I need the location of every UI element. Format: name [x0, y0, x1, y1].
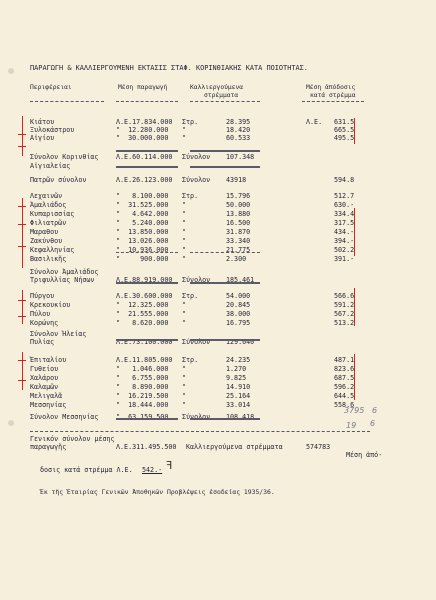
cell-area: 16.795 [226, 319, 251, 327]
cell-region: Μελιγαλᾶ [30, 392, 63, 400]
cell-unit: " [182, 319, 187, 327]
cell-region: Σύνολον Ἠλείας [30, 330, 87, 338]
cell-yield: 558.6 [334, 401, 355, 409]
cell-region: Πύλου [30, 310, 51, 318]
cell-region: Βασιλικῆς [30, 255, 67, 263]
cell-region: Αἰγίου [30, 134, 55, 142]
cell-production: " 4.642.000 [116, 210, 169, 218]
header-area-line2: στρέμματα [204, 92, 239, 99]
cell-area: 9.825 [226, 374, 247, 382]
red-tick [18, 246, 26, 247]
cell-region: Ἐπιταλίου [30, 356, 67, 364]
cell-production: " 6.755.000 [116, 374, 169, 382]
cell-region: Ξυλοκάστρου [30, 126, 75, 134]
red-tick [18, 146, 26, 147]
red-tick [18, 360, 26, 361]
cell-yield: 596.2 [334, 383, 355, 391]
cell-production: " 13.850.000 [116, 228, 169, 236]
cell-production: Λ.Ε.17.834.000 [116, 118, 173, 126]
cell-unit: " [182, 246, 187, 254]
cell-unit: Σύνολον [182, 413, 211, 421]
cell-area: 108.418 [226, 413, 255, 421]
cell-production: " 1.046.000 [116, 365, 169, 373]
cell-unit: " [182, 219, 187, 227]
cell-unit: Σύνολον [182, 338, 211, 346]
cell-region: Αἰγιαλείας [30, 162, 71, 170]
cell-production: " 21.555.000 [116, 310, 169, 318]
red-tick [18, 224, 26, 225]
pencil-note: 6 [370, 419, 376, 428]
red-tick [18, 300, 26, 301]
red-tick [18, 380, 26, 381]
punch-hole [8, 68, 14, 74]
document-title: ΠΑΡΑΓΩΓΗ & ΚΑΛΛΙΕΡΓΟΥΜΕΝΗ ΕΚΤΑΣΙΣ ΣΤΑΦ. ΚΟΡΙΝΘΙΑΚΗΣ ΚΑΤΑ ΠΟΙΟΤΗΤΑΣ. [30, 64, 308, 72]
cell-production: " 10.936.000 [116, 246, 169, 254]
cell-region: Κορώνης [30, 319, 59, 327]
cell-production: " 8.890.000 [116, 383, 169, 391]
cell-unit: " [182, 126, 187, 134]
header-region: Περιφέρειαι [30, 84, 72, 91]
cell-region: Πυλίας [30, 338, 55, 346]
cell-region: Κυπαρισσίας [30, 210, 75, 218]
cell-region: Χαλάρου [30, 374, 59, 382]
red-margin-mark [354, 208, 355, 256]
cell-yield: 512.7 [334, 192, 355, 200]
cell-yield-prefix: Λ.Ε. [306, 118, 323, 126]
subtotal-rule [190, 418, 260, 420]
pencil-note: 6 [372, 406, 378, 415]
cell-yield: 665.5 [334, 126, 355, 134]
cell-unit: " [182, 392, 187, 400]
column-rule [116, 252, 178, 253]
source-note: Ἐκ τῆς Ἑταιρίας Γενικῶν Ἀποθηκῶν Προβλέψεις ἐσοδείας 1935/36. [40, 488, 275, 496]
cell-region: Κεφαλληνίας [30, 246, 75, 254]
cell-area: 14.910 [226, 383, 251, 391]
cell-yield: 334.4 [334, 210, 355, 218]
cell-area: 60.533 [226, 134, 251, 142]
cell-area: 20.845 [226, 301, 251, 309]
cell-yield: 502.2 [334, 246, 355, 254]
cell-production: Λ.Ε.73.100.000 [116, 338, 173, 346]
pencil-note: 19 [346, 421, 357, 430]
cell-unit: Στρ. [182, 356, 199, 364]
cell-region: Ζακύνθου [30, 237, 63, 245]
cell-unit: " [182, 210, 187, 218]
cell-unit: Σύνολον [182, 153, 211, 161]
cell-yield: 487.1 [334, 356, 355, 364]
cell-region: Μεσσηνίας [30, 401, 67, 409]
cell-area: 1.270 [226, 365, 247, 373]
cell-yield: 630.- [334, 201, 355, 209]
cell-production: " 12.280.000 [116, 126, 169, 134]
cell-area: 28.395 [226, 118, 251, 126]
cell-area: 25.164 [226, 392, 251, 400]
red-margin-mark [354, 288, 355, 326]
cell-area: 33.340 [226, 237, 251, 245]
pencil-note: 3795 [344, 406, 365, 415]
cell-production: " 900.000 [116, 255, 169, 263]
header-underline [302, 101, 364, 102]
cell-area: 18.420 [226, 126, 251, 134]
cell-production: " 30.000.000 [116, 134, 169, 142]
average-yield-value: 542.- [142, 466, 163, 474]
cell-area: 129.640 [226, 338, 255, 346]
punch-hole [8, 420, 14, 426]
header-underline [116, 101, 178, 102]
cell-production: " 31.525.000 [116, 201, 169, 209]
cell-production: Λ.Ε.26.123.000 [116, 176, 173, 184]
cell-region: Σύνολον Κορινθίας [30, 153, 99, 161]
cell-area: 31.870 [226, 228, 251, 236]
cell-yield: 391.- [334, 255, 355, 263]
cell-yield: 594.8 [334, 176, 355, 184]
subtotal-rule [190, 339, 260, 341]
cell-production: " 8.100.000 [116, 192, 169, 200]
header-underline [190, 101, 260, 102]
cell-unit: Στρ. [182, 192, 199, 200]
cell-unit: " [182, 301, 187, 309]
header-production: Μέση παραγωγή [118, 84, 168, 91]
cell-unit: " [182, 134, 187, 142]
red-bracket [22, 290, 23, 324]
grand-total-label-1: Γενικόν σύνολον μέσης [30, 435, 115, 443]
cell-unit: Σύνολον [182, 276, 211, 284]
red-bracket [22, 116, 23, 156]
cell-area: 24.235 [226, 356, 251, 364]
cell-production: Λ.Ε.11.805.000 [116, 356, 173, 364]
cell-unit: " [182, 228, 187, 236]
grand-total-area-label: Καλλιεργούμενα στρέμματα [186, 443, 283, 451]
header-area-line1: Καλλιεργούμενα [190, 84, 244, 91]
cell-unit: " [182, 310, 187, 318]
cell-production: " 13.026.000 [116, 237, 169, 245]
cell-area: 43918 [226, 176, 247, 184]
cell-region: Καλαμῶν [30, 383, 59, 391]
cell-area: 16.500 [226, 219, 251, 227]
cell-area: 2.300 [226, 255, 247, 263]
cell-region: Φιλιατρῶν [30, 219, 67, 227]
grand-total-label-2: παραγωγῆς [30, 443, 67, 451]
grand-total-area: 574783 [306, 443, 331, 451]
subtotal-rule [116, 339, 178, 341]
cell-area: 50.000 [226, 201, 251, 209]
cell-area: 15.796 [226, 192, 251, 200]
cell-yield: 567.2 [334, 310, 355, 318]
cell-yield: 631.5 [334, 118, 355, 126]
cell-unit: " [182, 237, 187, 245]
cell-region: Γυθείου [30, 365, 59, 373]
cell-production: " 5.240.000 [116, 219, 169, 227]
cell-region: Σύνολον Μεσσηνίας [30, 413, 99, 421]
subtotal-rule [190, 282, 260, 284]
subtotal-rule [116, 282, 178, 284]
cell-yield: 823.6 [334, 365, 355, 373]
red-tick [18, 206, 26, 207]
cell-region: Ἀμαλιάδος [30, 201, 67, 209]
subtotal-rule [116, 166, 178, 168]
cell-yield: 495.5 [334, 134, 355, 142]
header-yield-line2: κατά στρέμμα [310, 92, 356, 99]
cell-yield: 317.5 [334, 219, 355, 227]
red-tick [18, 316, 26, 317]
cell-region: Πατρῶν σύνολον [30, 176, 87, 184]
cell-area: 107.348 [226, 153, 255, 161]
cell-unit: " [182, 383, 187, 391]
cell-yield: 513.2 [334, 319, 355, 327]
cell-unit: " [182, 401, 187, 409]
cell-area: 54.000 [226, 292, 251, 300]
cell-area: 33.014 [226, 401, 251, 409]
cell-unit: Στρ. [182, 118, 199, 126]
cell-region: Κρεκουκίου [30, 301, 71, 309]
cell-area: 38.000 [226, 310, 251, 318]
grand-total-production: Λ.Ε.311.495.500 [116, 443, 177, 451]
total-divider [30, 431, 370, 432]
cell-yield: 566.6 [334, 292, 355, 300]
handwritten-mark: ꟻ [166, 459, 173, 472]
subtotal-rule [190, 150, 260, 152]
cell-area: 185.461 [226, 276, 255, 284]
red-margin-mark [354, 118, 355, 144]
cell-area: 21.775 [226, 246, 251, 254]
red-tick [18, 134, 26, 135]
subtotal-rule [116, 150, 178, 152]
subtotal-rule [116, 418, 178, 420]
cell-yield: 591.2 [334, 301, 355, 309]
cell-region: Κιάτου [30, 118, 55, 126]
cell-unit: " [182, 365, 187, 373]
cell-yield: 644.5 [334, 392, 355, 400]
red-bracket [22, 352, 23, 390]
cell-region: Τριφυλλίας Νήσων [30, 276, 95, 284]
cell-unit: Σύνολον [182, 176, 211, 184]
subtotal-rule [190, 166, 260, 168]
cell-production: Λ.Ε.88.919.000 [116, 276, 173, 284]
average-yield-label: Μέση ἀπό- [346, 451, 383, 459]
cell-production: " 12.325.000 [116, 301, 169, 309]
cell-production: Λ.Ε.30.600.000 [116, 292, 173, 300]
cell-production: " 63.159.500 [116, 413, 169, 421]
cell-area: 13.880 [226, 210, 251, 218]
header-yield-line1: Μέση ἀπόδοσις [306, 84, 356, 91]
header-underline [30, 101, 104, 102]
cell-yield: 687.5 [334, 374, 355, 382]
cell-unit: " [182, 374, 187, 382]
cell-region: Σύνολον Ἀμαλιάδος [30, 268, 99, 276]
cell-production: Λ.Ε.60.114.000 [116, 153, 173, 161]
red-bracket [22, 198, 23, 268]
cell-region: Λεχαινῶν [30, 192, 63, 200]
cell-region: Μαραθου [30, 228, 59, 236]
cell-production: " 18.444.000 [116, 401, 169, 409]
red-margin-mark [354, 354, 355, 400]
cell-yield: 434.- [334, 228, 355, 236]
average-yield-line: δοσις κατά στρέμμα Λ.Ε. [40, 466, 133, 474]
cell-unit: " [182, 255, 187, 263]
cell-production: " 16.219.500 [116, 392, 169, 400]
cell-region: Πύργου [30, 292, 55, 300]
cell-production: " 8.620.000 [116, 319, 169, 327]
cell-yield: 394.- [334, 237, 355, 245]
column-rule [190, 252, 260, 253]
cell-unit: Στρ. [182, 292, 199, 300]
cell-unit: " [182, 201, 187, 209]
